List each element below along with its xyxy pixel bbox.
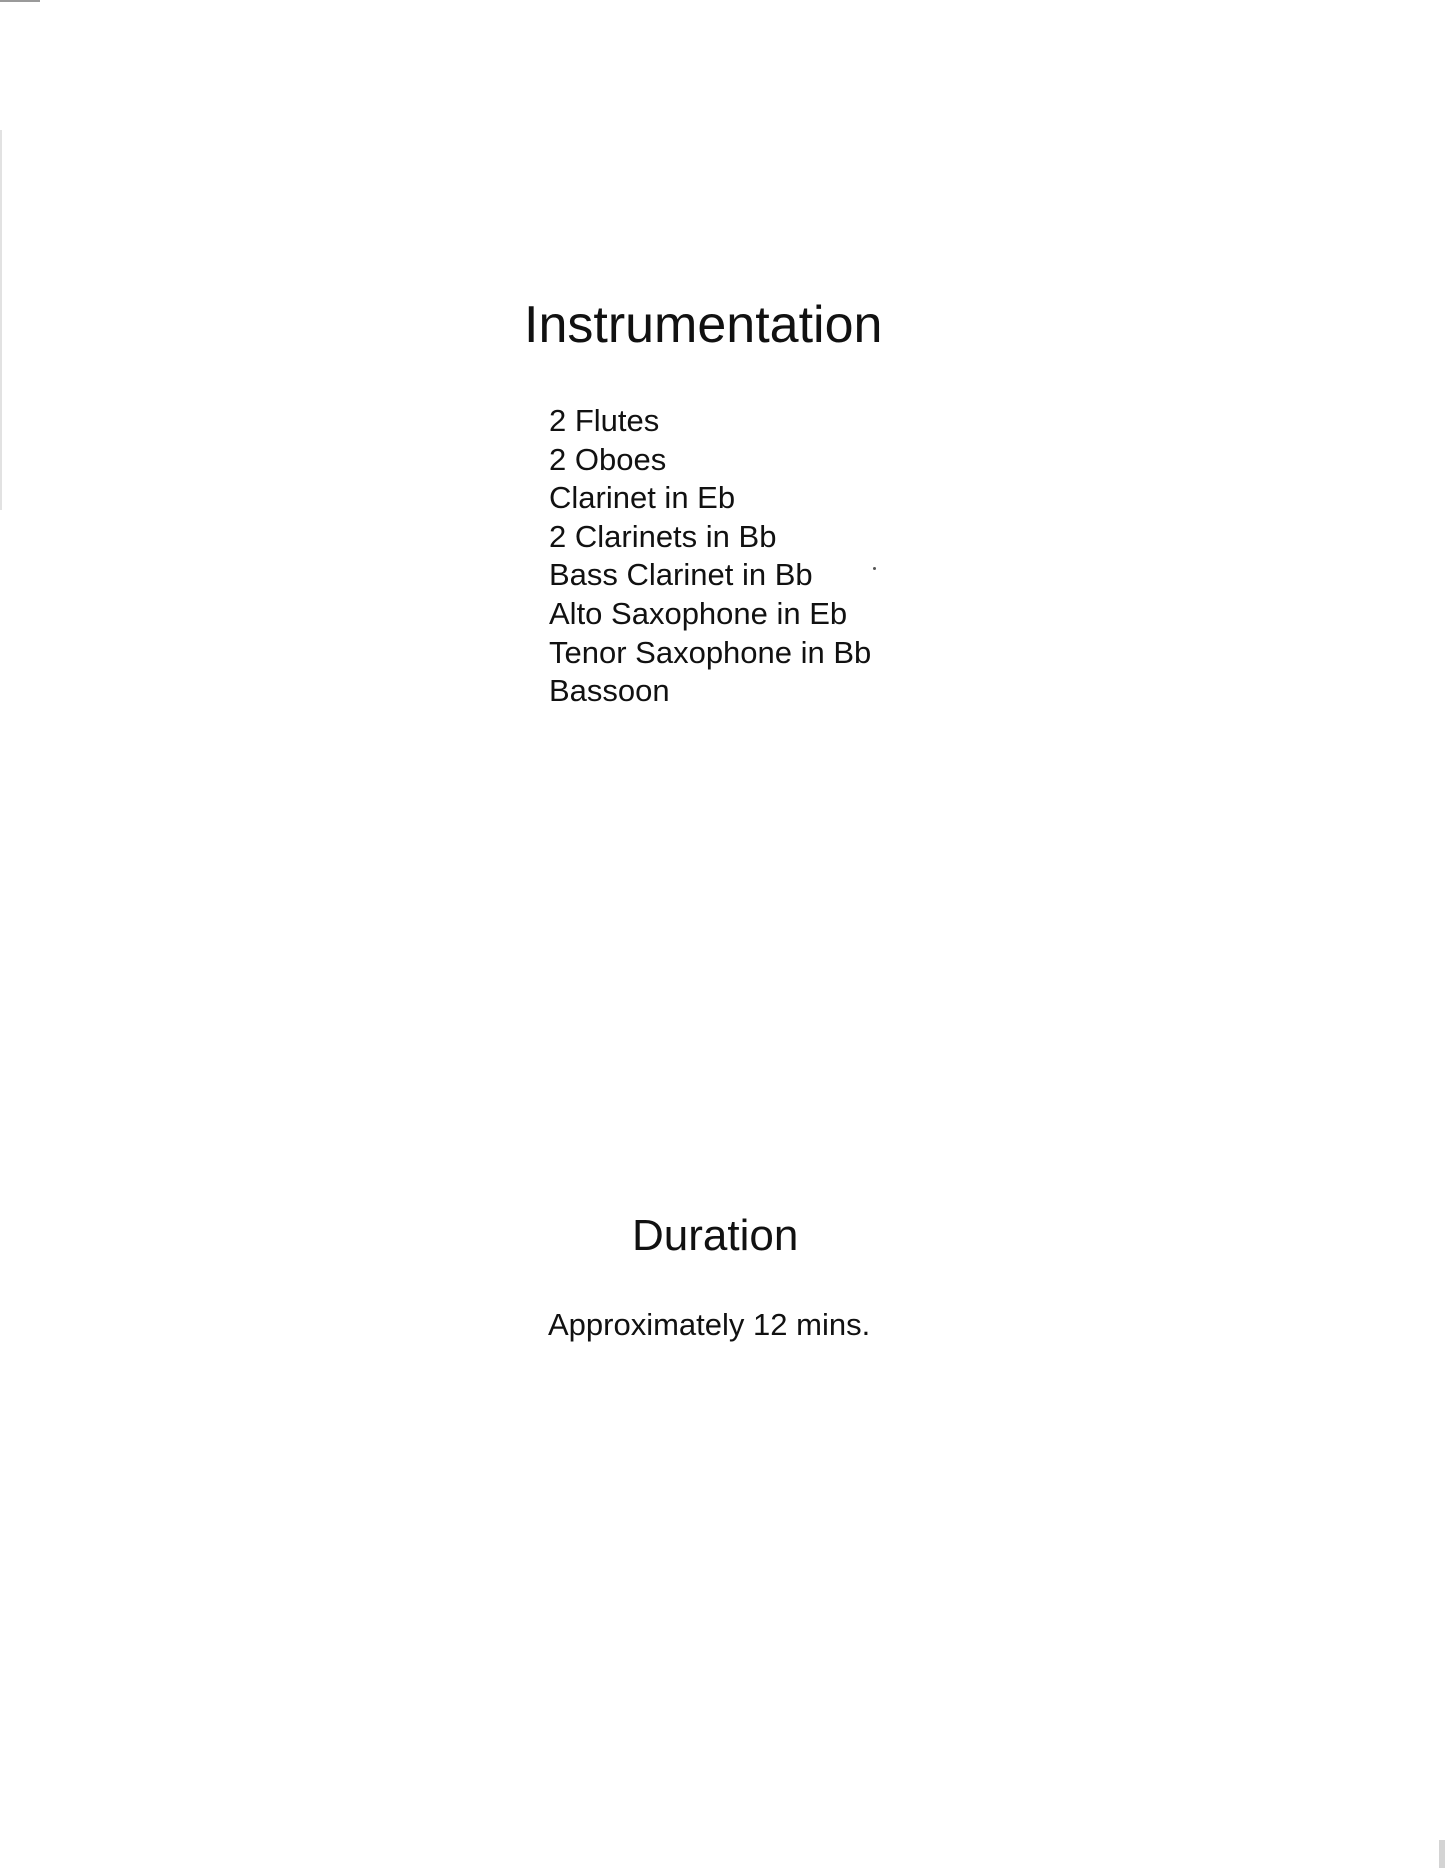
duration-text: Approximately 12 mins.	[548, 1307, 871, 1342]
instrument-item: 2 Flutes	[549, 403, 660, 438]
instrument-item: 2 Oboes	[549, 441, 667, 477]
scan-speck	[873, 567, 876, 570]
instrument-item: Clarinet in Eb	[549, 480, 736, 516]
scan-artifact-top-left	[0, 0, 40, 2]
instrument-item: Bassoon	[549, 673, 670, 709]
instrument-item: Tenor Saxophone in Bb	[549, 634, 872, 670]
duration-heading: Duration	[632, 1211, 799, 1260]
instrument-item: 2 Clarinets in Bb	[549, 518, 777, 554]
instrument-list	[549, 402, 871, 711]
scan-artifact-left-edge	[0, 130, 2, 510]
instrument-item: Bass Clarinet in Bb	[549, 557, 813, 593]
scan-artifact-bottom-right	[1439, 1840, 1445, 1868]
instrumentation-heading: Instrumentation	[524, 296, 883, 354]
instrument-item: Alto Saxophone in Eb	[549, 595, 848, 631]
